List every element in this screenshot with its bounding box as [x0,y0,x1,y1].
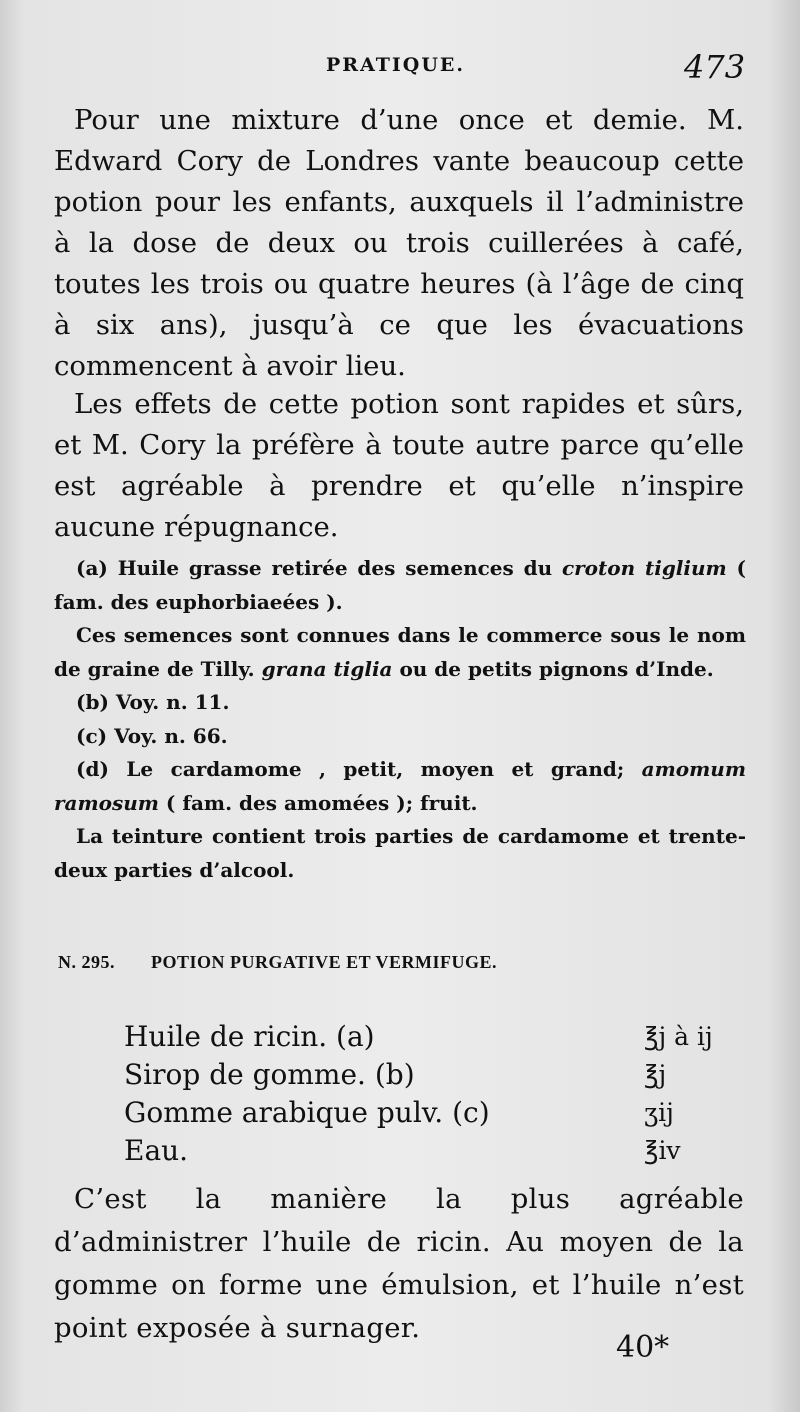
ingredient-row [124,1056,754,1094]
paragraph-mixture: Pour une mixture d’une once et demie. M. Edward Cory de Londres vante beaucoup cette potion pour les enfants, auxquels il l’administre à la dose de deux ou trois cuillerées à café, toutes les trois ou quatre heures (à l’âge de cinq à six ans), jusqu’à ce que les évacuations commencent à avoir lieu. [54,104,744,382]
footnotes [54,552,746,887]
footnote-a: (a) Huile grasse retirée des semences du croton tiglium ( fam. des euphorbiaeées ). [54,556,747,614]
ingredient-list [124,1018,754,1170]
recipe-heading [58,952,748,973]
recipe-number: N. 295. [58,952,115,972]
footnote-b: (b) Voy. n. 11. [76,690,230,714]
footnote-tilly: Ces semences sont connues dans le commerce sous le nom de graine de Tilly. grana tiglia ou de petits pignons d’Inde. [54,623,746,681]
signature-mark: 40* [616,1330,670,1365]
paragraph-administration: C’est la manière la plus agréable d’administrer l’huile de ricin. Au moyen de la gomme on forme une émulsion, et l’huile n’est point exposée à surnager. [54,1183,744,1344]
running-head: PRATIQUE. [326,54,466,76]
recipe-title: POTION PURGATIVE ET VERMIFUGE. [151,952,498,972]
ingredient-quantity: ℥j [644,1060,667,1089]
ingredient-row [124,1018,754,1056]
ingredient-name: Gomme arabique pulv. (c) [124,1096,490,1129]
ingredient-quantity: ℥j à ij [644,1022,713,1051]
ingredient-quantity: ℥iv [644,1136,681,1165]
ingredient-row [124,1132,754,1170]
page-number: 473 [684,48,746,86]
footnote-teinture: La teinture contient trois parties de cardamome et trente-deux parties d’alcool. [54,824,746,882]
ingredient-quantity: ʒij [644,1098,674,1127]
ingredient-name: Sirop de gomme. (b) [124,1058,415,1091]
footnote-c: (c) Voy. n. 66. [76,723,228,748]
paragraph-effects: Les effets de cette potion sont rapides et sûrs, et M. Cory la préfère à toute autre parce qu’elle est agréable à prendre et qu’elle n’inspire aucune répugnance. [54,388,744,543]
ingredient-row [124,1094,754,1132]
footnote-d: (d) Le cardamome , petit, moyen et grand; amomum ramosum ( fam. des amomées ); fruit. [54,757,746,815]
ingredient-name: Eau. [124,1134,189,1167]
page-header [0,48,800,88]
ingredient-name: Huile de ricin. (a) [124,1020,375,1053]
